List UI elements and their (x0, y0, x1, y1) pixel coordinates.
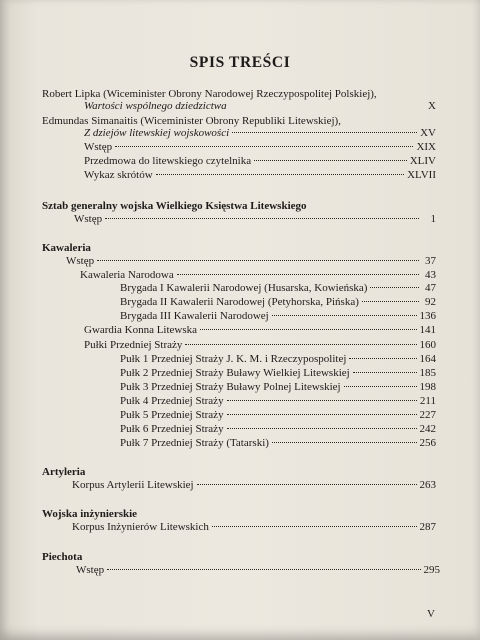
toc-row-pulk-1[interactable] (120, 353, 436, 366)
toc-row-pulki-przedniej-strazy[interactable] (84, 339, 436, 352)
section-heading-piechota: Piechota (42, 551, 83, 563)
toc-label: Pułk 3 Przedniej Straży Buławy Polnej Litewskiej (120, 381, 341, 393)
leader-dots (227, 400, 417, 401)
toc-label: Brygada I Kawalerii Narodowej (Husarska, Kowieńska) (120, 282, 368, 294)
toc-row-przedmowa[interactable] (84, 155, 436, 168)
toc-page-number: XLVII (407, 169, 436, 181)
toc-page-number: 136 (419, 310, 436, 322)
toc-label: Wstęp (84, 141, 113, 153)
toc-label: Pułki Przedniej Straży (84, 339, 183, 351)
page-title: SPIS TREŚCI (189, 54, 291, 71)
toc-row-wykaz[interactable] (84, 169, 436, 182)
toc-row-korpus-inzynierow[interactable] (72, 521, 436, 534)
toc-page-number: 185 (419, 367, 436, 379)
toc-label: Brygada III Kawalerii Narodowej (120, 310, 269, 322)
leader-dots (349, 358, 416, 359)
toc-row-pulk-4[interactable] (120, 395, 436, 408)
leader-dots (107, 569, 420, 570)
toc-page-number: 141 (419, 324, 436, 336)
leader-dots (272, 442, 417, 443)
section-heading-kawaleria: Kawaleria (42, 242, 91, 254)
toc-label: Gwardia Konna Litewska (84, 324, 198, 336)
toc-label: Wartości wspólnego dziedzictwa (84, 100, 227, 112)
leader-dots (370, 287, 419, 288)
toc-label: Przedmowa do litewskiego czytelnika (84, 155, 252, 167)
intro-entry-simanaitis-line1: Edmundas Simanaitis (Wiceminister Obrony Republiki Litewskiej), (42, 115, 341, 127)
leader-dots (156, 174, 404, 175)
toc-row-pulk-6[interactable] (120, 423, 436, 436)
toc-page-number: XV (420, 127, 436, 139)
toc-page-number: 164 (419, 353, 436, 365)
section-heading-artyleria: Artyleria (42, 466, 86, 478)
toc-page-number: 92 (425, 296, 436, 308)
leader-dots (227, 414, 417, 415)
toc-label: Wykaz skrótów (84, 169, 153, 181)
leader-dots (115, 146, 413, 147)
toc-row-lipka[interactable] (84, 100, 436, 113)
toc-page-number: 256 (419, 437, 436, 449)
toc-label: Korpus Inżynierów Litewskich (72, 521, 209, 533)
toc-row-wstep-intro[interactable] (84, 141, 436, 154)
leader-dots (212, 526, 417, 527)
toc-label: Pułk 5 Przedniej Straży (120, 409, 224, 421)
toc-label: Brygada II Kawalerii Narodowej (Petyhorska, Pińska) (120, 296, 359, 308)
toc-row-korpus-artylerii[interactable] (72, 479, 436, 492)
toc-page-number: 227 (419, 409, 436, 421)
toc-row-brygada-2[interactable] (120, 296, 436, 309)
leader-dots (105, 218, 419, 219)
leader-dots (177, 274, 419, 275)
toc-page-number: 43 (425, 269, 436, 281)
leader-dots (362, 301, 419, 302)
toc-page-number: X (428, 100, 436, 112)
toc-page-number: 198 (419, 381, 436, 393)
toc-page-number: 211 (419, 395, 436, 407)
leader-dots (97, 260, 419, 261)
leader-dots (344, 386, 417, 387)
toc-label: Pułk 7 Przedniej Straży (Tatarski) (120, 437, 269, 449)
toc-page-number: 47 (425, 282, 436, 294)
toc-label: Korpus Artylerii Litewskiej (72, 479, 194, 491)
toc-row-sztab-wstep[interactable] (74, 213, 436, 226)
toc-row-pulk-5[interactable] (120, 409, 436, 422)
leader-dots (232, 132, 417, 133)
toc-label: Wstęp (66, 255, 95, 267)
leader-dots (185, 344, 416, 345)
leader-dots (272, 315, 417, 316)
toc-label: Z dziejów litewskiej wojskowości (84, 127, 230, 139)
toc-row-pulk-3[interactable] (120, 381, 436, 394)
intro-entry-lipka-line1: Robert Lipka (Wiceminister Obrony Narodowej Rzeczypospolitej Polskiej), (42, 88, 377, 100)
leader-dots (197, 484, 417, 485)
toc-page-number: 242 (419, 423, 436, 435)
leader-dots (200, 329, 416, 330)
toc-row-brygada-1[interactable] (120, 282, 436, 295)
toc-row-piechota-wstep[interactable] (76, 564, 440, 577)
page-number: V (427, 608, 435, 620)
leader-dots (353, 372, 417, 373)
toc-page-number: 295 (423, 564, 440, 576)
section-heading-sztab: Sztab generalny wojska Wielkiego Księstwa Litewskiego (42, 200, 307, 212)
toc-label: Wstęp (76, 564, 105, 576)
section-heading-inzynierskie: Wojska inżynierskie (42, 508, 138, 520)
toc-page-number: 37 (425, 255, 436, 267)
toc-row-pulk-7[interactable] (120, 437, 436, 450)
toc-row-gwardia-konna[interactable] (84, 324, 436, 337)
toc-row-pulk-2[interactable] (120, 367, 436, 380)
toc-label: Pułk 6 Przedniej Straży (120, 423, 224, 435)
toc-row-brygada-3[interactable] (120, 310, 436, 323)
toc-row-simanaitis[interactable] (84, 127, 436, 140)
toc-label: Pułk 1 Przedniej Straży J. K. M. i Rzeczypospolitej (120, 353, 347, 365)
toc-page-number: 1 (430, 213, 436, 225)
toc-label: Kawaleria Narodowa (80, 269, 174, 281)
toc-page-number: 287 (419, 521, 436, 533)
toc-page-number: XIX (416, 141, 436, 153)
toc-page-number: 160 (419, 339, 436, 351)
toc-label: Pułk 4 Przedniej Straży (120, 395, 224, 407)
toc-label: Wstęp (74, 213, 103, 225)
toc-page-number: XLIV (409, 155, 436, 167)
toc-row-kawaleria-narodowa[interactable] (80, 269, 436, 282)
leader-dots (254, 160, 407, 161)
toc-page-number: 263 (419, 479, 436, 491)
toc-label: Pułk 2 Przedniej Straży Buławy Wielkiej Litewskiej (120, 367, 350, 379)
toc-row-kawaleria-wstep[interactable] (66, 255, 436, 268)
leader-dots (227, 428, 417, 429)
